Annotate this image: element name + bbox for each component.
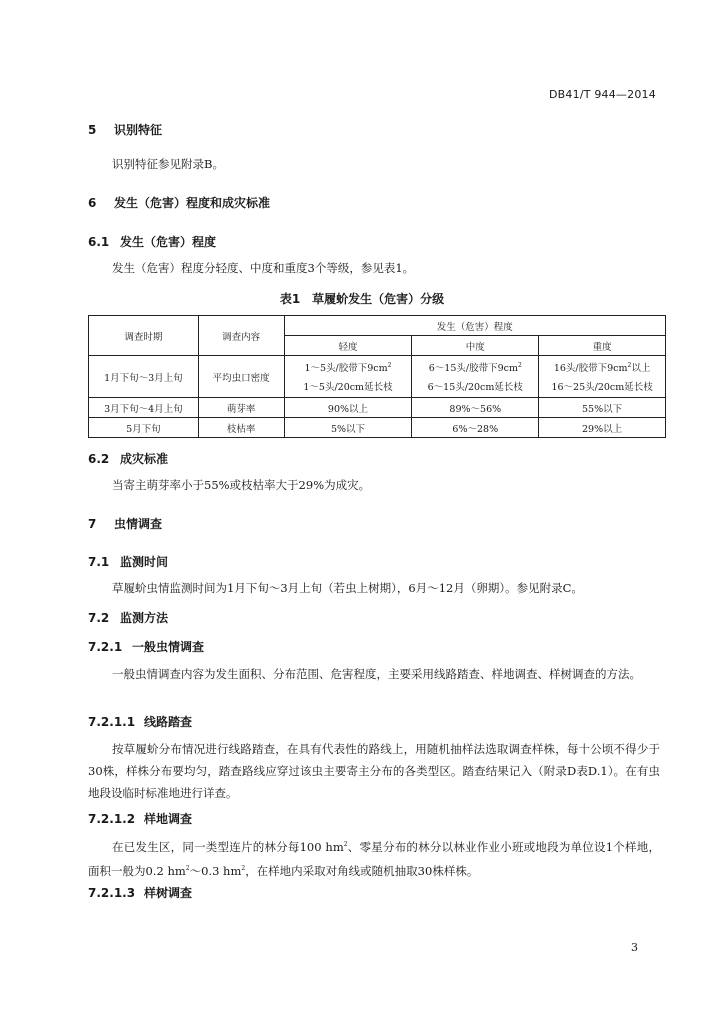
section-title: 一般虫情调查 <box>132 640 205 654</box>
section-7-2-1-2-heading <box>88 810 192 827</box>
section-title: 监测方法 <box>120 611 169 625</box>
cell-period: 3月下旬～4月上旬 <box>89 398 199 418</box>
cell-light: 90%以上 <box>284 398 412 418</box>
header-content: 调查内容 <box>198 316 284 356</box>
header-severity-group: 发生（危害）程度 <box>284 316 665 336</box>
cell-content: 枝枯率 <box>198 418 284 438</box>
cell-severe: 29%以上 <box>539 418 666 438</box>
section-number: 6 <box>88 196 97 210</box>
section-number: 7.2.1 <box>88 640 123 654</box>
section-6-1-heading <box>88 233 216 250</box>
section-title: 发生（危害）程度 <box>120 235 217 249</box>
section-title: 发生（危害）程度和成灾标准 <box>114 196 271 210</box>
section-7-2-1-1-body: 按草履蚧分布情况进行线路踏查，在具有代表性的路线上，用随机抽样法选取调查样株，每十公顷不得少于30株，样株分布要均匀，踏查路线应穿过该虫主要寄主分布的各类型区。踏查结果记入（附录D表D.1）。在有虫地段设临时标准地进行详查。 <box>88 742 660 800</box>
section-6-2-body: 当寄主萌芽率小于55%或枝枯率大于29%为成灾。 <box>112 478 371 492</box>
section-6-2-heading <box>88 450 168 467</box>
section-number: 7.1 <box>88 555 110 569</box>
section-5-body: 识别特征参见附录B。 <box>112 157 224 171</box>
cell-period: 5月下旬 <box>89 418 199 438</box>
table-row <box>89 356 666 398</box>
section-7-2-1-body: 一般虫情调查内容为发生面积、分布范围、危害程度，主要采用线路踏查、样地调查、样树调查的方法。 <box>112 667 641 681</box>
cell-content: 萌芽率 <box>198 398 284 418</box>
section-number: 7.2.1.1 <box>88 715 136 729</box>
header-period: 调查时期 <box>89 316 199 356</box>
cell-severe: 16头/胶带下$9cm^2$以上 16～25头/20cm延长枝 <box>539 356 666 398</box>
section-6-heading <box>88 194 270 211</box>
section-number: 5 <box>88 123 97 137</box>
section-title: 样树调查 <box>144 886 193 900</box>
section-7-2-1-heading <box>88 638 204 655</box>
page-number: 3 <box>631 941 638 954</box>
cell-moderate: 6%～28% <box>412 418 539 438</box>
section-title: 虫情调查 <box>114 517 163 531</box>
cell-severe: 55%以下 <box>539 398 666 418</box>
cell-moderate: 6～15头/胶带下$9cm^2$ 6～15头/20cm延长枝 <box>412 356 539 398</box>
section-number: 7.2 <box>88 611 110 625</box>
section-7-2-heading <box>88 609 168 626</box>
section-title: 识别特征 <box>114 123 163 137</box>
header-severe: 重度 <box>539 336 666 356</box>
section-number: 6.2 <box>88 452 110 466</box>
section-number: 7 <box>88 517 97 531</box>
header-moderate: 中度 <box>412 336 539 356</box>
document-code: DB41/T 944—2014 <box>549 88 656 101</box>
section-5-heading <box>88 121 162 138</box>
section-title: 线路踏查 <box>144 715 193 729</box>
section-title: 监测时间 <box>120 555 169 569</box>
section-7-heading <box>88 515 162 532</box>
section-7-1-heading <box>88 553 168 570</box>
section-6-1-body: 发生（危害）程度分轻度、中度和重度3个等级，参见表1。 <box>112 261 415 275</box>
section-number: 7.2.1.2 <box>88 812 136 826</box>
table-row <box>89 398 666 418</box>
section-7-2-1-3-heading <box>88 884 192 901</box>
cell-light: 5%以下 <box>284 418 412 438</box>
cell-content: 平均虫口密度 <box>198 356 284 398</box>
section-7-2-1-2-body: 在已发生区，同一类型连片的林分每100 $hm^2$、零星分布的林分以林业作业小班或地段为单位设1个样地，面积一般为0.2 $hm^2\sim 0.3$ $hm^2$，在样地内采取对角线或随机抽取30株样株。 <box>88 839 660 878</box>
cell-light: 1～5头/胶带下$9cm^2$ 1～5头/20cm延长枝 <box>284 356 412 398</box>
header-light: 轻度 <box>284 336 412 356</box>
section-number: 7.2.1.3 <box>88 886 136 900</box>
section-7-1-body: 草履蚧虫情监测时间为1月下旬～3月上旬（若虫上树期），6月～12月（卵期）。参见附录C。 <box>112 581 583 595</box>
cell-moderate: 89%～56% <box>412 398 539 418</box>
section-title: 样地调查 <box>144 812 193 826</box>
table-row <box>89 418 666 438</box>
section-title: 成灾标准 <box>120 452 169 466</box>
table-header-row <box>89 316 666 336</box>
severity-table <box>88 315 666 438</box>
section-number: 6.1 <box>88 235 110 249</box>
table-caption: 表1 草履蚧发生（危害）分级 <box>279 292 445 306</box>
cell-period: 1月下旬～3月上旬 <box>89 356 199 398</box>
section-7-2-1-1-heading <box>88 713 192 730</box>
